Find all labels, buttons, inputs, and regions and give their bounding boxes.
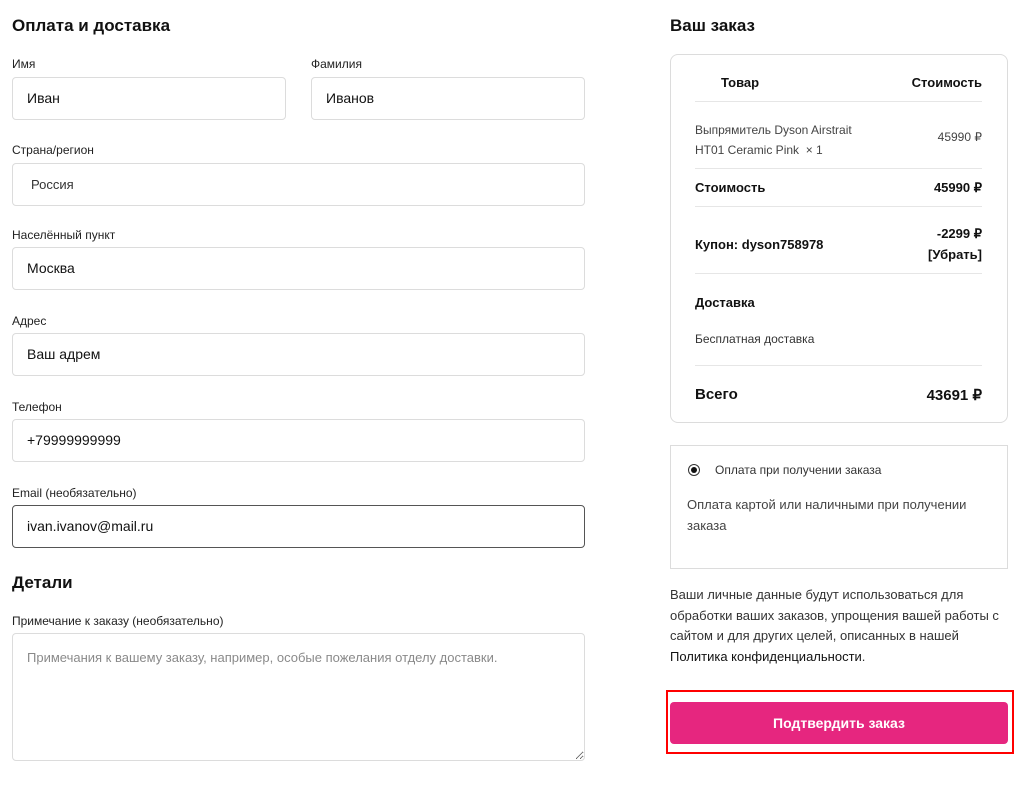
subtotal-label: Стоимость bbox=[695, 180, 766, 195]
order-title: Ваш заказ bbox=[670, 16, 755, 35]
address-field[interactable]: Ваш адрем bbox=[12, 333, 585, 376]
privacy-notice bbox=[670, 585, 1010, 667]
country-select[interactable]: Россия bbox=[12, 163, 585, 206]
privacy-suffix: . bbox=[861, 648, 866, 664]
shipping-value: Бесплатная доставка bbox=[695, 332, 815, 346]
email-field[interactable]: ivan.ivanov@mail.ru bbox=[12, 505, 585, 548]
country-label: Страна/регион bbox=[12, 143, 94, 157]
divider bbox=[695, 206, 982, 207]
divider bbox=[695, 365, 982, 366]
order-item-qty: × 1 bbox=[805, 143, 823, 157]
payment-description: Оплата картой или наличными при получении заказа bbox=[687, 497, 967, 533]
phone-field[interactable]: +79999999999 bbox=[12, 419, 585, 462]
coupon-remove-link[interactable]: [Убрать] bbox=[928, 247, 982, 262]
first-name-field[interactable]: Иван bbox=[12, 77, 286, 120]
shipping-label: Доставка bbox=[695, 295, 755, 310]
phone-label: Телефон bbox=[12, 400, 62, 414]
divider bbox=[695, 273, 982, 274]
privacy-policy-link[interactable]: Политика конфиденциальности bbox=[670, 648, 862, 664]
total-label: Всего bbox=[695, 386, 738, 403]
privacy-text: Ваши личные данные будут использоваться для обработки ваших заказов, упрощения вашей работы с сайтом и для других целей, описанных в нашей bbox=[670, 587, 999, 643]
order-item-name-line1: Выпрямитель Dyson Airstrait bbox=[695, 123, 852, 137]
email-label: Email (необязательно) bbox=[12, 486, 137, 500]
last-name-label: Фамилия bbox=[311, 57, 362, 71]
payment-radio[interactable] bbox=[688, 464, 700, 476]
coupon-discount: -2299 ₽ bbox=[936, 226, 982, 241]
address-label: Адрес bbox=[12, 314, 47, 328]
city-field[interactable]: Москва bbox=[12, 247, 585, 290]
divider bbox=[695, 168, 982, 169]
last-name-field[interactable]: Иванов bbox=[311, 77, 585, 120]
subtotal-value: 45990 ₽ bbox=[933, 180, 982, 195]
col-cost-header: Стоимость bbox=[911, 75, 982, 90]
order-item-name-line2: HT01 Ceramic Pink bbox=[695, 143, 800, 157]
order-item-name bbox=[695, 120, 895, 160]
details-title: Детали bbox=[12, 573, 73, 592]
coupon-label: Купон: dyson758978 bbox=[695, 237, 824, 252]
city-label: Населённый пункт bbox=[12, 228, 116, 242]
billing-title: Оплата и доставка bbox=[12, 16, 171, 35]
notes-textarea[interactable] bbox=[12, 633, 585, 761]
divider bbox=[695, 101, 982, 102]
order-item-price: 45990 ₽ bbox=[937, 130, 982, 144]
notes-label: Примечание к заказу (необязательно) bbox=[12, 614, 224, 628]
first-name-label: Имя bbox=[12, 57, 36, 71]
confirm-order-button[interactable]: Подтвердить заказ bbox=[670, 702, 1008, 744]
total-value: 43691 ₽ bbox=[926, 387, 982, 404]
payment-option-label[interactable]: Оплата при получении заказа bbox=[715, 463, 882, 477]
col-product-header: Товар bbox=[721, 75, 760, 90]
